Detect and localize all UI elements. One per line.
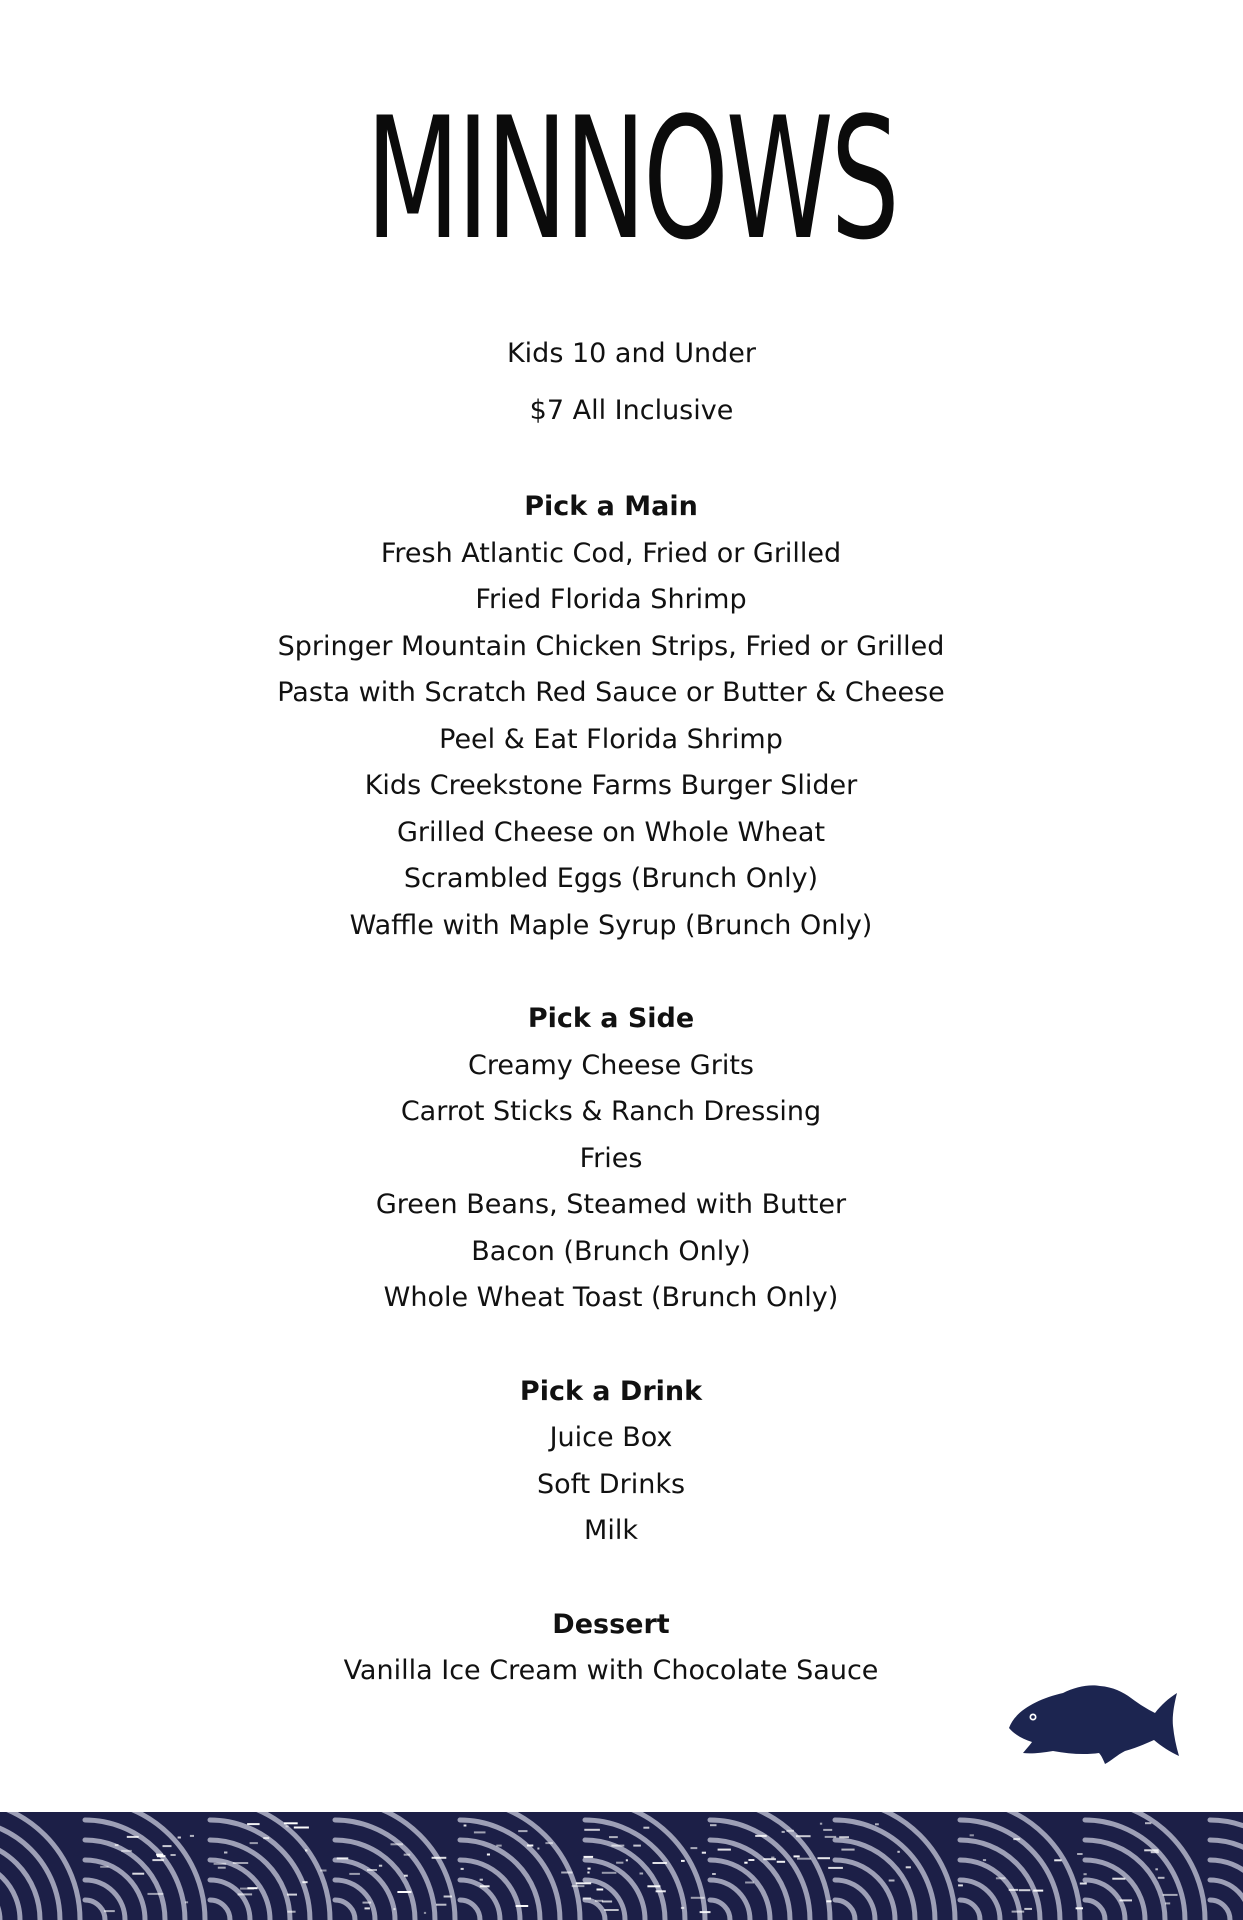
splash-mark [1151, 1851, 1159, 1853]
splash-mark [284, 1822, 298, 1824]
splash-mark [163, 1845, 172, 1847]
menu-item: Creamy Cheese Grits [467, 1049, 754, 1081]
splash-mark [1163, 1894, 1178, 1896]
wave-arc [0, 1860, 20, 1920]
splash-mark [782, 1831, 785, 1833]
splash-mark [214, 1863, 227, 1865]
menu-title: MINNOWS [365, 81, 897, 277]
splash-mark [1120, 1899, 1133, 1901]
splash-mark [745, 1882, 754, 1884]
splash-mark [397, 1891, 411, 1893]
splash-mark [1009, 1889, 1018, 1891]
splash-mark [320, 1870, 326, 1872]
splash-mark [889, 1880, 895, 1882]
splash-mark [424, 1912, 426, 1914]
wave-arc [960, 1900, 980, 1920]
wave-arc [460, 1900, 480, 1920]
splash-mark [681, 1860, 685, 1862]
menu-item: Pasta with Scratch Red Sauce or Butter & Cheese [277, 677, 945, 708]
splash-mark [286, 1825, 289, 1827]
splash-mark [171, 1854, 176, 1856]
splash-mark [190, 1835, 194, 1837]
splash-mark [436, 1904, 446, 1906]
splash-mark [148, 1893, 164, 1895]
splash-mark [391, 1843, 403, 1845]
splash-mark [771, 1857, 774, 1859]
menu-item: Fresh Atlantic Cod, Fried or Grilled [380, 537, 842, 569]
splash-mark [1019, 1889, 1031, 1891]
wave-pattern-band [0, 1812, 1243, 1920]
splash-mark [906, 1866, 911, 1868]
wave-arc [835, 1900, 855, 1920]
splash-mark [1155, 1868, 1158, 1870]
splash-mark [404, 1854, 411, 1856]
wave-arc [1210, 1900, 1230, 1920]
splash-mark [178, 1837, 181, 1839]
splash-mark [115, 1844, 119, 1846]
splash-mark [604, 1909, 618, 1911]
wave-pattern [0, 1812, 1243, 1920]
splash-mark [1054, 1859, 1061, 1861]
splash-mark [404, 1875, 408, 1877]
menu-item: Vanilla Ice Cream with Chocolate Sauce [343, 1655, 879, 1686]
splash-mark [305, 1849, 307, 1851]
splash-mark [121, 1850, 132, 1852]
splash-mark [527, 1845, 533, 1847]
splash-mark [1033, 1890, 1043, 1892]
splash-mark [1158, 1877, 1165, 1879]
splash-mark [393, 1908, 395, 1910]
splash-mark [1076, 1907, 1083, 1909]
wave-arc [335, 1900, 355, 1920]
splash-mark [545, 1842, 553, 1844]
splash-mark [597, 1889, 604, 1891]
splash-mark [1077, 1853, 1083, 1855]
splash-mark [444, 1896, 452, 1898]
splash-mark [132, 1873, 144, 1875]
menu-section [0, 1374, 1222, 1560]
wave-arc [0, 1820, 60, 1920]
menu-item: Kids Creekstone Farms Burger Slider [364, 770, 858, 801]
splash-mark [1013, 1838, 1020, 1840]
splash-mark [656, 1890, 666, 1892]
wave-arc [85, 1900, 105, 1920]
splash-mark [702, 1852, 706, 1854]
splash-mark [337, 1857, 349, 1859]
splash-mark [1024, 1908, 1032, 1910]
menu-item: Green Beans, Steamed with Butter [375, 1189, 847, 1220]
section-heading: Pick a Side [527, 1003, 695, 1034]
splash-mark [828, 1867, 843, 1869]
splash-mark [744, 1862, 747, 1864]
splash-mark [653, 1862, 667, 1864]
menu-section [0, 489, 1222, 954]
splash-mark [796, 1835, 811, 1837]
splash-mark [287, 1911, 295, 1913]
splash-mark [826, 1900, 831, 1902]
splash-mark [958, 1884, 963, 1886]
splash-mark [302, 1881, 307, 1883]
splash-mark [616, 1862, 623, 1864]
wave-arc [710, 1900, 730, 1920]
splash-mark [712, 1873, 716, 1875]
menu-item: Whole Wheat Toast (Brunch Only) [383, 1282, 839, 1313]
menu-item: Bacon (Brunch Only) [471, 1235, 751, 1267]
splash-mark [691, 1847, 698, 1849]
splash-mark [480, 1879, 483, 1881]
menu-item: Grilled Cheese on Whole Wheat [396, 816, 826, 848]
splash-mark [1084, 1873, 1087, 1875]
splash-mark [970, 1834, 974, 1836]
splash-mark [367, 1869, 377, 1871]
menu-item: Springer Mountain Chicken Strips, Fried or Grilled [277, 630, 945, 662]
splash-mark [587, 1872, 589, 1874]
menu-item: Fries [579, 1142, 643, 1174]
splash-mark [818, 1857, 831, 1859]
splash-mark [218, 1867, 226, 1869]
splash-mark [640, 1873, 644, 1875]
wave-arc [585, 1900, 605, 1920]
splash-mark [461, 1868, 464, 1870]
splash-mark [786, 1830, 794, 1832]
splash-mark [584, 1829, 600, 1831]
splash-mark [238, 1893, 253, 1895]
splash-mark [127, 1836, 139, 1838]
splash-mark [480, 1885, 490, 1887]
splash-mark [681, 1907, 684, 1909]
splash-mark [287, 1894, 297, 1896]
menu-item: Waffle with Maple Syrup (Brunch Only) [349, 909, 873, 941]
splash-mark [691, 1897, 705, 1899]
splash-mark [474, 1831, 486, 1833]
splash-mark [365, 1907, 370, 1909]
splash-mark [100, 1866, 108, 1868]
splash-mark [588, 1868, 591, 1870]
splash-mark [250, 1842, 258, 1844]
splash-mark [647, 1885, 660, 1887]
menu-item: Milk [584, 1515, 638, 1546]
splash-mark [897, 1851, 899, 1853]
splash-mark [797, 1858, 811, 1860]
splash-mark [700, 1911, 711, 1913]
splash-mark [633, 1845, 641, 1847]
splash-mark [777, 1861, 785, 1863]
splash-mark [626, 1859, 628, 1861]
splash-mark [748, 1859, 754, 1861]
splash-mark [718, 1849, 731, 1851]
age-restriction: Kids 10 and Under [506, 338, 757, 369]
menu-sections [0, 489, 1222, 1700]
splash-mark [537, 1848, 539, 1850]
splash-mark [185, 1901, 188, 1903]
splash-mark [1145, 1822, 1151, 1824]
splash-mark [572, 1885, 585, 1887]
splash-mark [823, 1829, 832, 1831]
splash-mark [104, 1910, 115, 1912]
splash-mark [643, 1827, 649, 1829]
fish-icon [1005, 1683, 1180, 1765]
wave-arc [1085, 1900, 1105, 1920]
splash-mark [349, 1873, 360, 1875]
splash-mark [611, 1845, 624, 1847]
menu-item: Carrot Sticks & Ranch Dressing [400, 1096, 822, 1127]
splash-mark [233, 1862, 248, 1864]
section-heading: Dessert [552, 1608, 670, 1640]
menu-item: Fried Florida Shrimp [475, 584, 747, 615]
splash-mark [561, 1872, 572, 1874]
splash-mark [247, 1887, 257, 1889]
splash-mark [247, 1823, 260, 1825]
splash-mark [464, 1825, 467, 1827]
splash-mark [363, 1902, 372, 1904]
splash-mark [1080, 1883, 1087, 1885]
splash-mark [379, 1865, 382, 1867]
splash-mark [152, 1859, 164, 1861]
splash-mark [487, 1854, 490, 1856]
splash-mark [1165, 1902, 1170, 1904]
splash-mark [602, 1872, 617, 1874]
menu-section [0, 1001, 1222, 1327]
splash-mark [576, 1882, 592, 1884]
splash-mark [595, 1900, 603, 1902]
section-heading: Pick a Main [524, 491, 698, 522]
section-heading: Pick a Drink [519, 1375, 703, 1407]
menu-item: Scrambled Eggs (Brunch Only) [403, 863, 819, 894]
splash-mark [1012, 1911, 1025, 1913]
splash-mark [432, 1857, 447, 1859]
splash-mark [224, 1852, 227, 1854]
menu-item: Peel & Eat Florida Shrimp [439, 723, 783, 755]
splash-mark [584, 1856, 594, 1858]
splash-mark [516, 1905, 529, 1907]
splash-mark [1112, 1878, 1125, 1880]
menu-item: Soft Drinks [536, 1468, 686, 1500]
splash-mark [755, 1835, 767, 1837]
splash-mark [583, 1898, 591, 1900]
splash-mark [996, 1877, 1006, 1879]
splash-mark [518, 1830, 527, 1832]
splash-mark [609, 1836, 618, 1838]
splash-mark [820, 1823, 822, 1825]
splash-mark [839, 1836, 849, 1838]
splash-mark [875, 1823, 879, 1825]
splash-mark [496, 1845, 501, 1847]
splash-mark [825, 1836, 837, 1838]
wave-arc [210, 1900, 230, 1920]
splash-mark [841, 1849, 854, 1851]
menu-item: Juice Box [549, 1422, 673, 1453]
splash-mark [794, 1855, 800, 1857]
splash-mark [294, 1827, 309, 1829]
price-note: $7 All Inclusive [529, 395, 734, 426]
splash-mark [1144, 1849, 1158, 1851]
splash-mark [983, 1859, 986, 1861]
splash-mark [710, 1824, 717, 1826]
splash-mark [263, 1837, 269, 1839]
splash-mark [156, 1854, 163, 1856]
splash-mark [602, 1901, 612, 1903]
